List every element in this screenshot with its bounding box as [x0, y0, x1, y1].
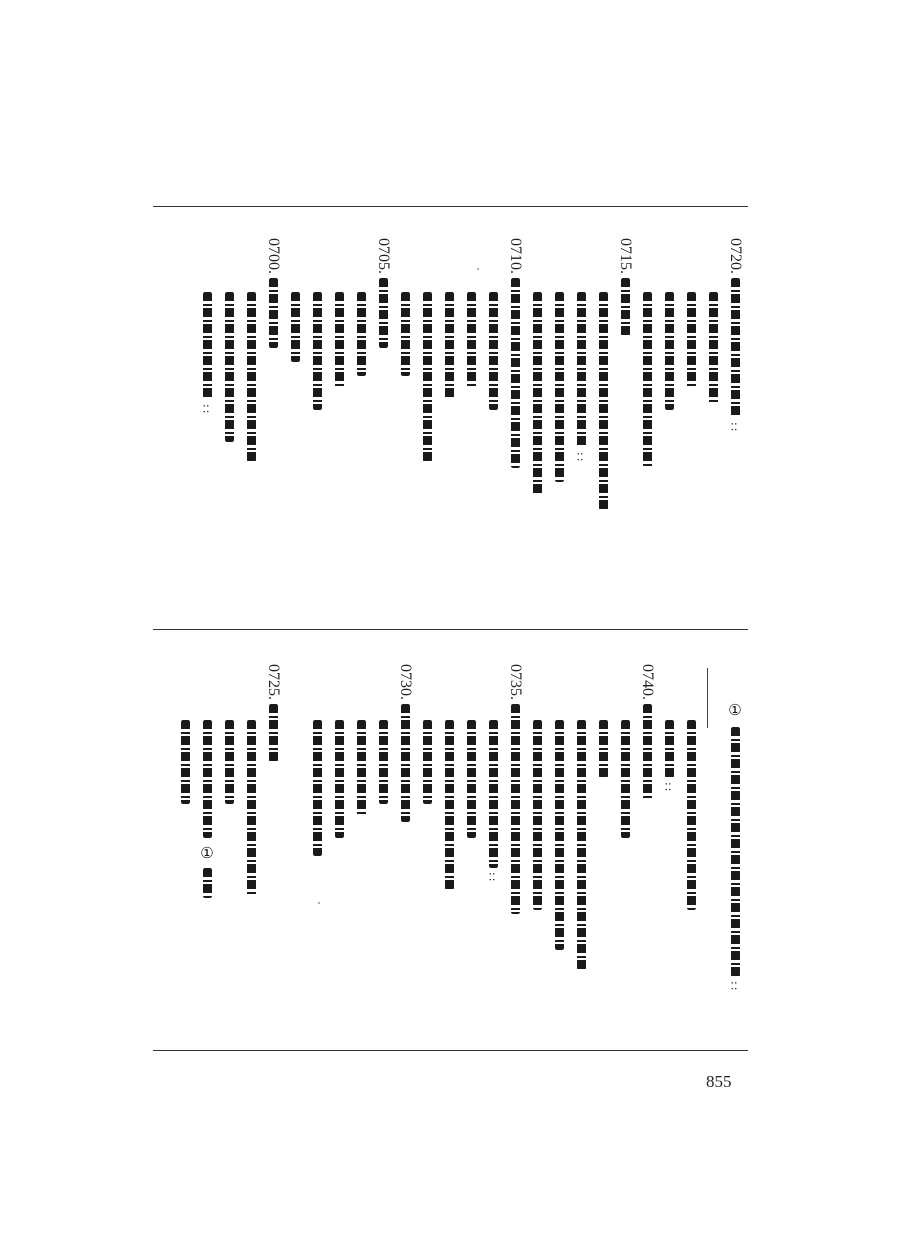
mongolian-text-line [225, 720, 234, 804]
line-number: 0710. [507, 238, 524, 274]
mongolian-text-line [555, 720, 564, 950]
footnote-reference: ① [200, 844, 214, 862]
column [549, 720, 569, 950]
column-0715 [615, 238, 635, 336]
mongolian-text-line [247, 720, 256, 896]
line-number: 0730. [397, 664, 414, 700]
footnote-separator [707, 668, 708, 728]
column [395, 292, 415, 376]
column [439, 720, 459, 890]
column [615, 720, 635, 838]
column [461, 720, 481, 838]
middle-rule [153, 629, 748, 630]
column [637, 292, 657, 468]
line-number: 0725. [265, 664, 282, 700]
mongolian-text-line [643, 704, 652, 800]
mongolian-text-line [643, 292, 652, 468]
footnote-marker: ① [728, 701, 742, 719]
mongolian-text-line [687, 720, 696, 910]
column-with-footnote-ref [197, 720, 217, 898]
column [351, 720, 371, 816]
page-number: 855 [706, 1072, 732, 1091]
mongolian-text-line [313, 720, 322, 856]
mongolian-text-line [335, 720, 344, 838]
column [527, 720, 547, 910]
column [681, 720, 701, 910]
mongolian-text-line [687, 292, 696, 388]
column [219, 292, 239, 442]
column [659, 292, 679, 410]
line-number: 0735. [507, 664, 524, 700]
column [439, 292, 459, 400]
column [483, 720, 503, 883]
mongolian-text-line [401, 292, 410, 376]
footnote-text [731, 727, 740, 977]
column-0710 [505, 238, 525, 468]
line-number: 0705. [375, 238, 392, 274]
footnote-column [725, 701, 745, 992]
mongolian-text-line [599, 720, 608, 778]
mongolian-text-line [665, 292, 674, 410]
mongolian-text-line [313, 292, 322, 410]
line-number: 0700. [265, 238, 282, 274]
column [285, 292, 305, 362]
end-punctuation: :: [486, 872, 500, 884]
mongolian-text-line [291, 292, 300, 362]
column [307, 292, 327, 410]
column [241, 720, 261, 896]
mongolian-text-line [577, 292, 586, 448]
column-0725 [263, 664, 283, 762]
column [483, 292, 503, 410]
column-0735 [505, 664, 525, 914]
column [527, 292, 547, 496]
mongolian-text-line [445, 720, 454, 890]
mongolian-text-line [423, 720, 432, 804]
mongolian-text-line [379, 278, 388, 348]
mongolian-text-line [511, 278, 520, 468]
mongolian-text-line [731, 278, 740, 418]
mongolian-text-line [225, 292, 234, 442]
mongolian-text-line [511, 704, 520, 914]
mongolian-text-line [181, 720, 190, 804]
mongolian-text-line [203, 720, 212, 838]
column-0730 [395, 664, 415, 822]
mongolian-text-line [335, 292, 344, 388]
mongolian-text-line [621, 278, 630, 336]
column [307, 720, 327, 856]
mongolian-text-line [423, 292, 432, 462]
column [175, 720, 195, 804]
mongolian-text-line [709, 292, 718, 404]
column [417, 720, 437, 804]
end-punctuation: :: [574, 452, 588, 464]
end-punctuation: :: [728, 981, 742, 993]
bottom-rule [153, 1050, 748, 1051]
mongolian-text-line [489, 292, 498, 410]
mongolian-text-line [489, 720, 498, 868]
column-0720 [725, 238, 745, 433]
mongolian-text-line [269, 704, 278, 762]
mongolian-text-line [357, 720, 366, 816]
mongolian-text-line [467, 720, 476, 838]
column [197, 292, 217, 415]
end-punctuation: :: [728, 422, 742, 434]
column [659, 720, 679, 793]
end-punctuation: :: [200, 404, 214, 416]
column [571, 720, 591, 970]
column [373, 720, 393, 804]
mongolian-text-line [577, 720, 586, 970]
mongolian-text-line [203, 868, 212, 898]
column-0700 [263, 238, 283, 348]
scan-speck [477, 268, 479, 270]
line-number: 0740. [639, 664, 656, 700]
column [549, 292, 569, 482]
column [703, 292, 723, 404]
mongolian-text-line [599, 292, 608, 510]
mongolian-text-line [555, 292, 564, 482]
column [219, 720, 239, 804]
column [593, 292, 613, 510]
mongolian-text-line [203, 292, 212, 400]
column [417, 292, 437, 462]
mongolian-text-line [467, 292, 476, 388]
top-rule [153, 206, 748, 207]
column [571, 292, 591, 463]
mongolian-text-line [621, 720, 630, 838]
column [593, 720, 613, 778]
mongolian-text-line [533, 292, 542, 496]
line-number: 0720. [727, 238, 744, 274]
mongolian-text-line [665, 720, 674, 778]
column [241, 292, 261, 462]
column [681, 292, 701, 388]
mongolian-text-line [379, 720, 388, 804]
column-0705 [373, 238, 393, 348]
mongolian-text-line [269, 278, 278, 348]
mongolian-text-line [401, 704, 410, 822]
column [461, 292, 481, 388]
column [329, 292, 349, 388]
end-punctuation: :: [662, 782, 676, 794]
scan-speck [318, 902, 320, 904]
column [351, 292, 371, 376]
column [329, 720, 349, 838]
mongolian-text-line [533, 720, 542, 910]
mongolian-text-line [445, 292, 454, 400]
column-0740 [637, 664, 657, 800]
mongolian-text-line [247, 292, 256, 462]
mongolian-text-line [357, 292, 366, 376]
line-number: 0715. [617, 238, 634, 274]
